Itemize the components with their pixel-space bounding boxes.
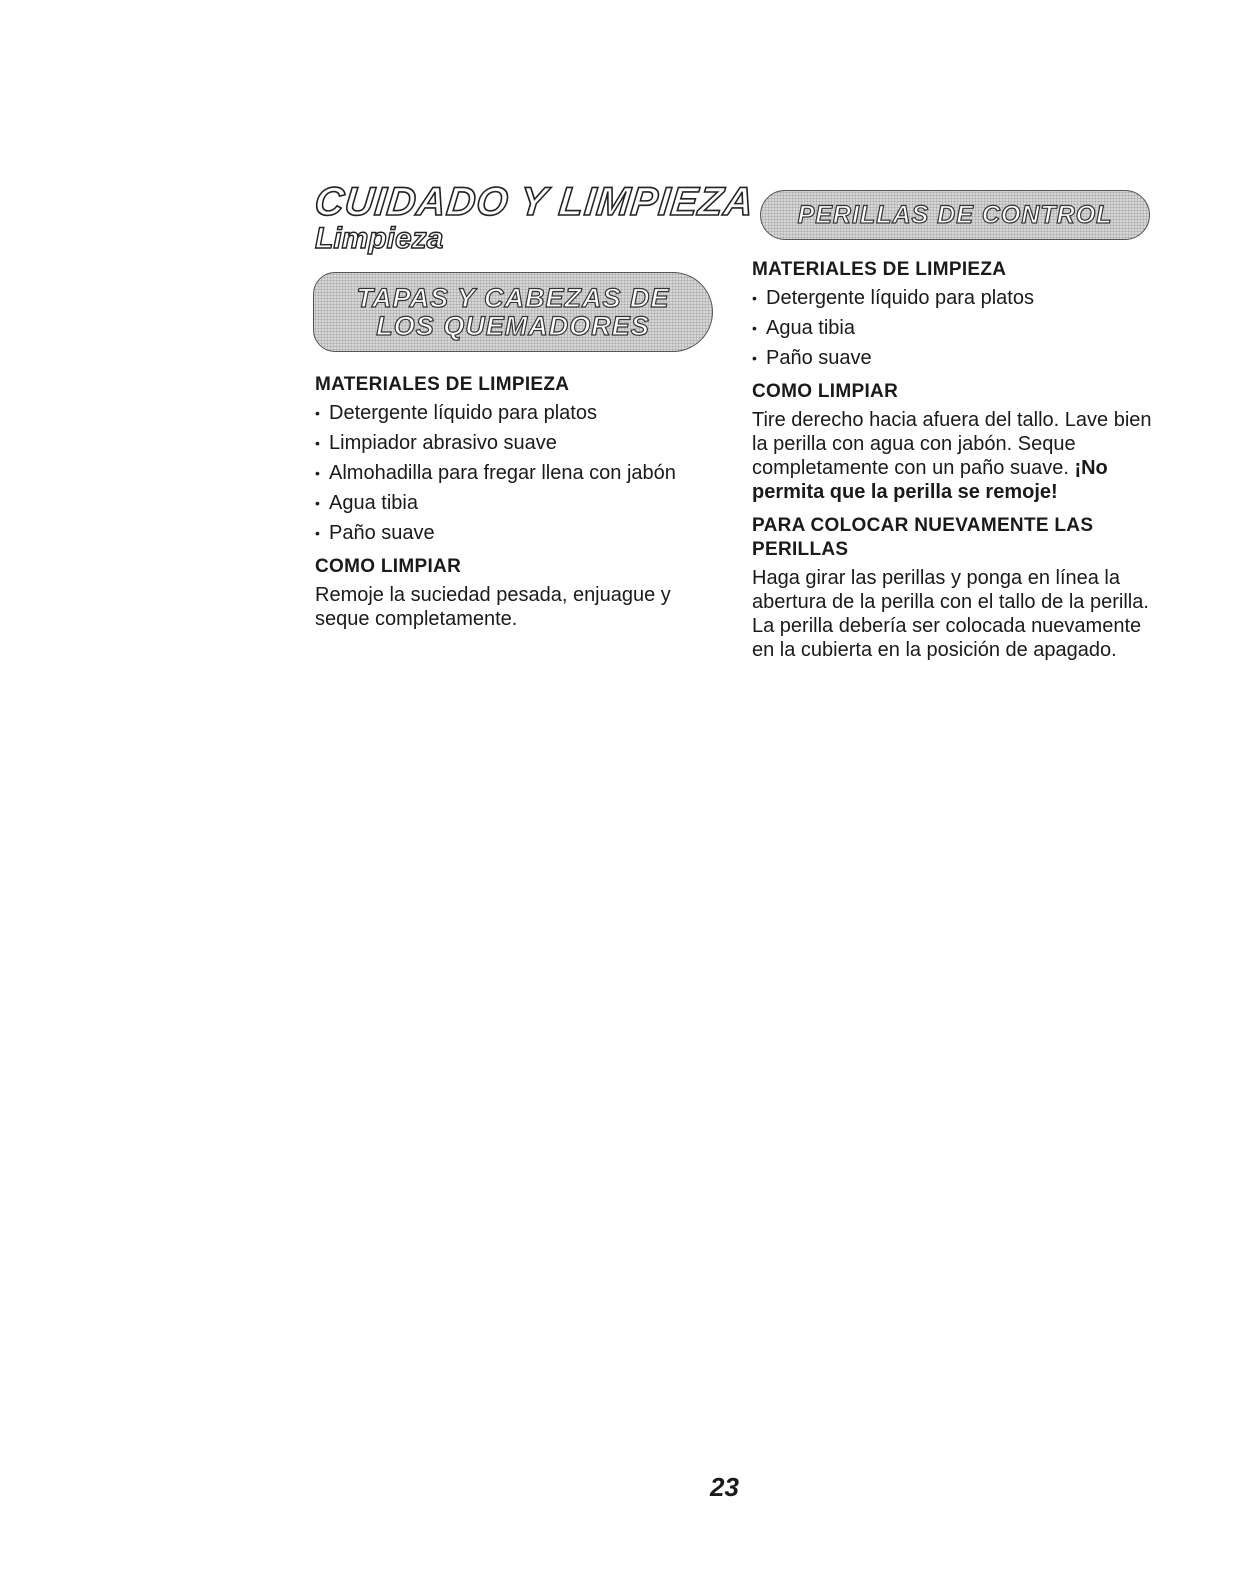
list-item: • Paño suave [752,346,1152,370]
page-subtitle: Limpieza [315,222,444,255]
how-to-clean-heading: COMO LIMPIAR [315,556,462,577]
replace-knobs-heading: PARA COLOCAR NUEVAMENTE LAS PERILLAS [752,515,1094,560]
materials-list [752,286,1152,370]
materials-heading: MATERIALES DE LIMPIEZA [315,374,570,395]
right-column [752,258,1152,672]
list-item: • Detergente líquido para platos [752,286,1152,310]
materials-list [315,401,715,545]
materials-heading: MATERIALES DE LIMPIEZA [752,259,1007,280]
left-column [315,373,715,641]
replace-knobs-text: Haga girar las perillas y ponga en línea la abertura de la perilla con el tallo de la perilla. La perilla debería ser colocada nuevamente en la cubierta en la posición de apagado. [752,567,1149,661]
list-item: • Agua tibia [752,316,1152,340]
section-banner-control-knobs [760,190,1150,240]
how-to-clean-text: Remoje la suciedad pesada, enjuague y seque completamente. [315,584,671,630]
list-item: • Limpiador abrasivo suave [315,431,715,455]
soak-warning: ¡No permita que la perilla se remoje! [752,457,1108,503]
section-banner-label: PERILLAS DE CONTROL [797,200,1113,229]
section-banner-label: TAPAS Y CABEZAS DE LOS QUEMADORES [356,282,670,341]
list-item: • Paño suave [315,521,715,545]
section-banner-burner-caps [313,272,713,352]
list-item: • Detergente líquido para platos [315,401,715,425]
list-item: • Almohadilla para fregar llena con jabón [315,461,715,485]
how-to-clean-body: Tire derecho hacia afuera del tallo. Lave bien la perilla con agua con jabón. Seque completamente con un paño suave. [752,409,1152,479]
list-item: • Agua tibia [315,491,715,515]
page-number: 23 [710,1472,739,1502]
how-to-clean-text [752,408,1152,504]
how-to-clean-heading: COMO LIMPIAR [752,381,899,402]
page-title: CUIDADO Y LIMPIEZA [312,180,757,224]
